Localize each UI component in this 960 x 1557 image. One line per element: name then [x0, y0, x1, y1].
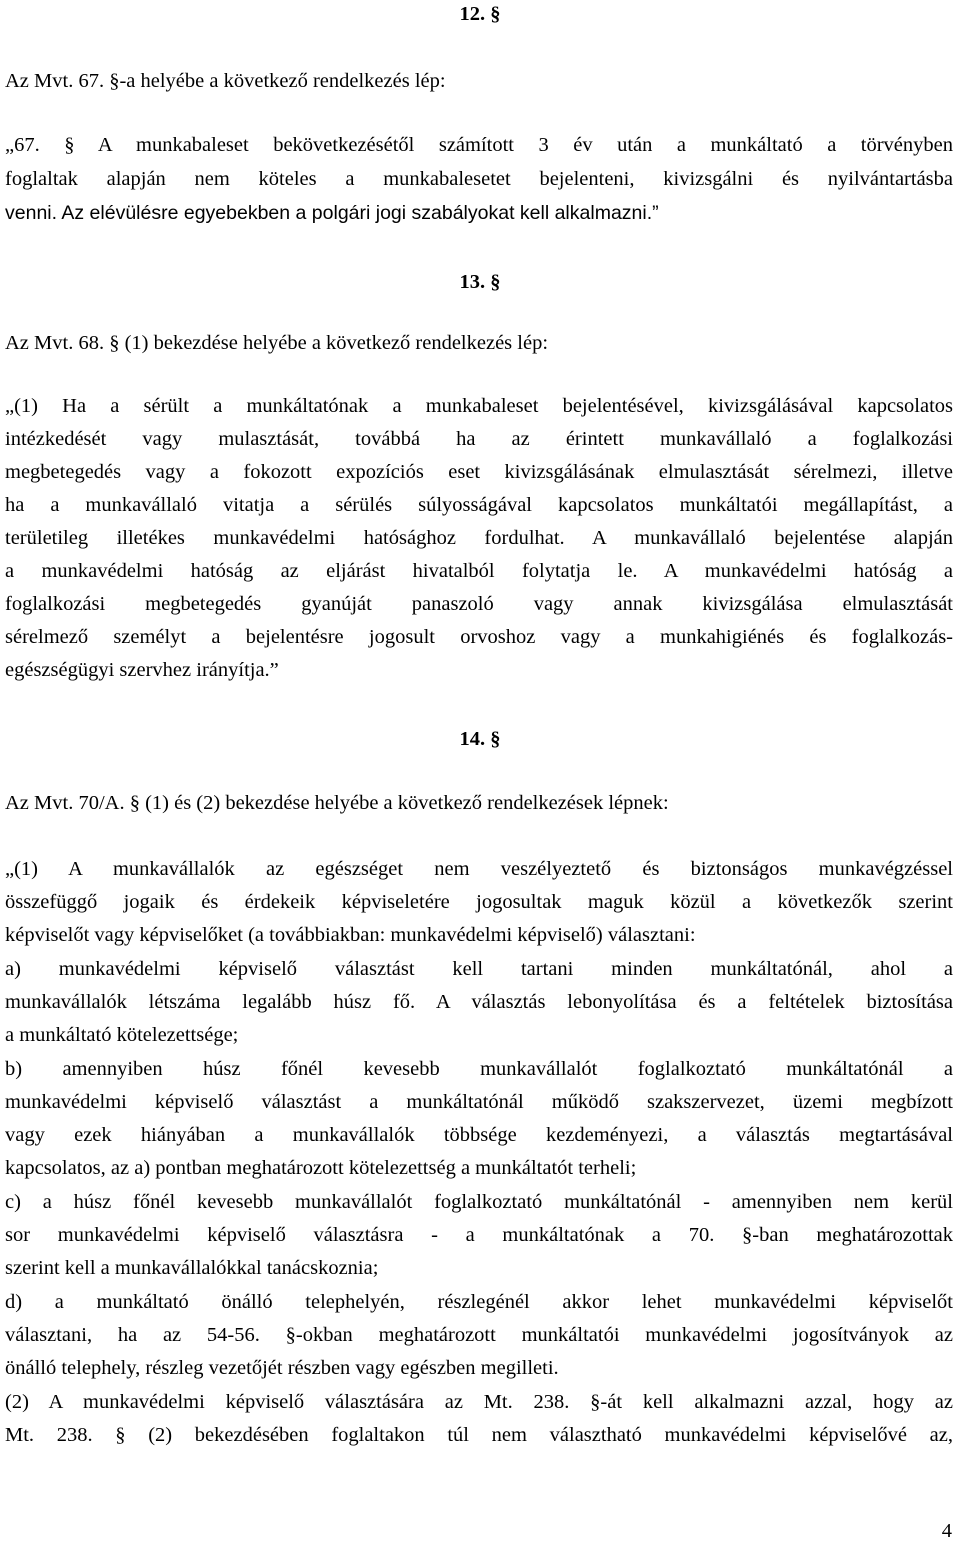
section-14-line: munkavédelmi képviselő választást a munkáltatónál működő szakszervezet, üzemi megbízott: [5, 1091, 953, 1113]
section-12-intro: Az Mvt. 67. §-a helyébe a következő rendelkezés lép:: [5, 70, 446, 92]
page-number: 4: [941, 1520, 952, 1542]
section-14-intro: Az Mvt. 70/A. § (1) és (2) bekezdése helyébe a következő rendelkezések lépnek:: [5, 792, 669, 814]
section-13-line: sérelmező személyt a bejelentésre jogosult orvoshoz vagy a munkahigiénés és foglalkozás-: [5, 626, 953, 648]
section-14-line: választani, ha az 54-56. §-okban meghatározott munkáltatói munkavédelmi jogosítványok az: [5, 1324, 953, 1346]
section-13-intro: Az Mvt. 68. § (1) bekezdése helyébe a következő rendelkezés lép:: [5, 332, 549, 354]
section-14-heading: 14. §: [459, 728, 501, 750]
section-14-line: a) munkavédelmi képviselő választást kell tartani minden munkáltatónál, ahol a: [5, 958, 953, 980]
section-14-line: c) a húsz főnél kevesebb munkavállalót foglalkoztató munkáltatónál - amennyiben nem kerül: [5, 1191, 953, 1213]
section-13-line: „(1) Ha a sérült a munkáltatónak a munkabaleset bejelentésével, kivizsgálásával kapcsolatos: [5, 395, 953, 417]
section-12-heading: 12. §: [459, 3, 501, 25]
section-12-line: „67. § A munkabaleset bekövetkezésétől számított 3 év után a munkáltató a törvényben: [5, 134, 953, 156]
section-13-line: megbetegedés vagy a fokozott expozíciós eset kivizsgálásának elmulasztását sérelmezi, illetve: [5, 461, 953, 483]
section-14-line: d) a munkáltató önálló telephelyén, részlegénél akkor lehet munkavédelmi képviselőt: [5, 1291, 953, 1313]
section-14-line: a munkáltató kötelezettsége;: [5, 1024, 239, 1046]
section-13-line: foglalkozási megbetegedés gyanúját panaszoló vagy annak kivizsgálása elmulasztását: [5, 593, 953, 615]
section-12-line: venni. Az elévülésre egyebekben a polgári jogi szabályokat kell alkalmazni.”: [5, 202, 659, 224]
section-13-line: ha a munkavállaló vitatja a sérülés súlyosságával kapcsolatos munkáltatói megállapítást, a: [5, 494, 953, 516]
section-14-line: „(1) A munkavállalók az egészséget nem veszélyeztető és biztonságos munkavégzéssel: [5, 858, 953, 880]
section-14-line: önálló telephely, részleg vezetőjét részben vagy egészben megilleti.: [5, 1357, 559, 1379]
section-13-line: intézkedését vagy mulasztását, továbbá ha az érintett munkavállaló a foglalkozási: [5, 428, 953, 450]
section-13-line: a munkavédelmi hatóság az eljárást hivatalból folytatja le. A munkavédelmi hatóság a: [5, 560, 953, 582]
section-12-line: foglaltak alapján nem köteles a munkabalesetet bejelenteni, kivizsgálni és nyilvántartásba: [5, 168, 953, 190]
section-14-line: szerint kell a munkavállalókkal tanácskoznia;: [5, 1257, 379, 1279]
section-14-line: munkavállalók létszáma legalább húsz fő. A választás lebonyolítása és a feltételek biztosítása: [5, 991, 953, 1013]
section-14-line: b) amennyiben húsz főnél kevesebb munkavállalót foglalkoztató munkáltatónál a: [5, 1058, 953, 1080]
section-14-line: Mt. 238. § (2) bekezdésében foglaltakon túl nem választható munkavédelmi képviselővé az,: [5, 1424, 953, 1446]
section-13-heading: 13. §: [459, 271, 501, 293]
section-14-line: kapcsolatos, az a) pontban meghatározott kötelezettség a munkáltatót terheli;: [5, 1157, 637, 1179]
section-14-line: összefüggő jogaik és érdekeik képviseletére jogosultak maguk közül a következők szerint: [5, 891, 953, 913]
section-13-line: egészségügyi szervhez irányítja.”: [5, 659, 279, 681]
section-14-line: képviselőt vagy képviselőket (a továbbiakban: munkavédelmi képviselő) választani:: [5, 924, 696, 946]
section-14-line: (2) A munkavédelmi képviselő választására az Mt. 238. §-át kell alkalmazni azzal, hogy az: [5, 1391, 953, 1413]
section-14-line: sor munkavédelmi képviselő választásra - a munkáltatónak a 70. §-ban meghatározottak: [5, 1224, 953, 1246]
section-14-line: vagy ezek hiányában a munkavállalók többsége kezdeményezi, a választás megtartásával: [5, 1124, 953, 1146]
section-13-line: területileg illetékes munkavédelmi hatósághoz fordulhat. A munkavállaló bejelentése alapján: [5, 527, 953, 549]
